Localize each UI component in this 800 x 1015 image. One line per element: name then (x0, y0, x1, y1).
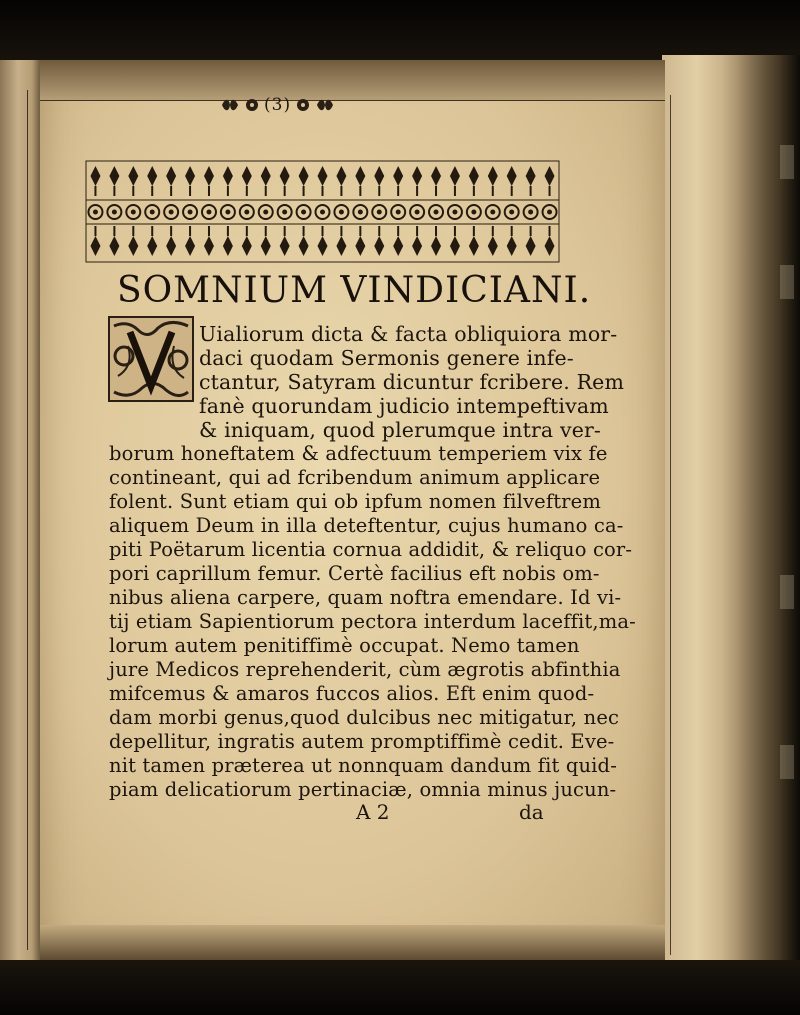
text-line: nibus aliena carpere, quam noftra emendare. Id vi- (109, 586, 622, 609)
signature-mark: A 2 (356, 800, 390, 824)
text-line: tij etiam Sapientiorum pectora interdum laceffit,ma- (109, 610, 636, 633)
page-title: SOMNIUM VINDICIANI. (117, 270, 592, 311)
text-line: borum honeftatem & adfectuum temperiem vix fe (109, 442, 608, 465)
text-line: aliquem Deum in illa deteftentur, cujus humano ca- (109, 514, 624, 537)
fleuron-ornament-left-icon (220, 96, 240, 114)
text-line: jure Medicos reprehenderit, cùm ægrotis abfinthia (109, 658, 621, 681)
text-line: fanè quorundam judicio intempeftivam (199, 394, 609, 418)
catchword: da (519, 800, 544, 824)
scan-background-bottom (0, 960, 800, 1015)
text-line: Uialiorum dicta & facta obliquiora mor- (199, 322, 618, 346)
text-line: daci quodam Sermonis genere infe- (199, 346, 574, 370)
text-line: nit tamen præterea ut nonnquam dandum fit quid- (109, 754, 617, 777)
page-number: (3) (264, 95, 292, 115)
decorated-initial-icon (108, 316, 194, 402)
right-page-fold (662, 55, 800, 960)
text-line: piti Poëtarum licentia cornua addidit, & reliquo cor- (109, 538, 633, 561)
text-line: pori caprillum femur. Certè facilius eft nobis om- (109, 562, 600, 585)
text-line: mifcemus & amaros fuccos alios. Eft enim quod- (109, 682, 595, 705)
text-line: depellitur, ingratis autem promptiffimè cedit. Eve- (109, 730, 615, 753)
text-line: lorum autem penitiffimè occupat. Nemo tamen (109, 634, 580, 657)
headpiece-ornament-icon (85, 160, 560, 263)
text-line: & iniquam, quod plerumque intra ver- (199, 418, 602, 442)
fleuron-ornament-right-icon (315, 96, 335, 114)
text-line: ctantur, Satyram dicuntur fcribere. Rem (199, 370, 625, 394)
text-line: dam morbi genus,quod dulcibus nec mitigatur, nec (109, 706, 620, 729)
text-line: contineant, qui ad fcribendum animum applicare (109, 466, 601, 489)
text-line: piam delicatiorum pertinaciæ, omnia minus jucun- (109, 778, 617, 801)
left-page-edge (0, 60, 41, 960)
text-line: folent. Sunt etiam qui ob ipfum nomen filveftrem (109, 490, 601, 513)
running-head (220, 93, 335, 117)
